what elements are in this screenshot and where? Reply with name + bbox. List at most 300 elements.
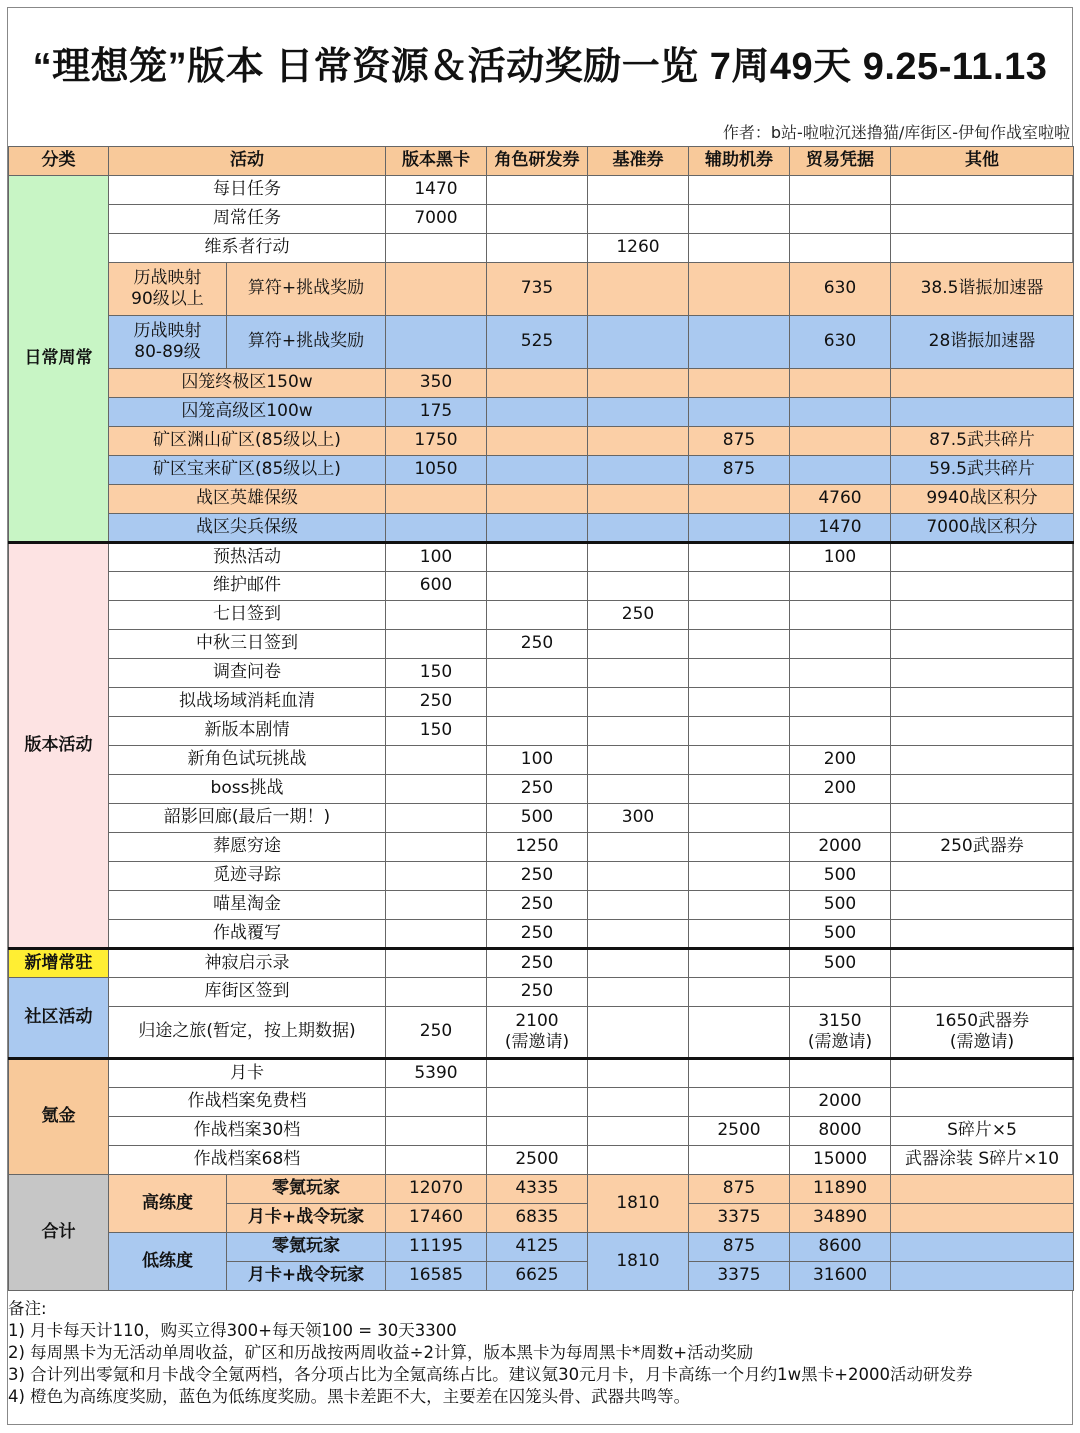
note-line: 1) 月卡每天计110，购买立得300+每天领100 = 30天3300 [8, 1321, 457, 1340]
cell [386, 1146, 487, 1175]
cell [790, 717, 891, 746]
level-low: 低练度 [109, 1233, 227, 1291]
cell [588, 891, 689, 920]
activity-name: 七日签到 [109, 601, 386, 630]
cell [689, 688, 790, 717]
cell: 250 [487, 920, 588, 949]
cell: 4760 [790, 485, 891, 514]
cell: 11195 [386, 1233, 487, 1262]
cell [487, 514, 588, 543]
table-row [9, 369, 1074, 398]
cell [891, 234, 1074, 263]
cell [588, 369, 689, 398]
cell: 100 [487, 746, 588, 775]
cell [790, 659, 891, 688]
activity-name: 维系者行动 [109, 234, 386, 263]
cell: 250 [487, 862, 588, 891]
cell [588, 263, 689, 316]
cell [588, 485, 689, 514]
activity-subname: 算符+挑战奖励 [227, 263, 386, 316]
cell: 87.5武共碎片 [891, 427, 1074, 456]
cell [386, 891, 487, 920]
cell: 34890 [790, 1204, 891, 1233]
cell [891, 804, 1074, 833]
table-row [9, 205, 1074, 234]
cell [588, 398, 689, 427]
cell: 250 [386, 688, 487, 717]
cell: 200 [790, 775, 891, 804]
table-row [9, 1007, 1074, 1059]
note-line: 4) 橙色为高练度奖励，蓝色为低练度奖励。黑卡差距不大，主要差在囚笼头骨、武器共鸣等。 [8, 1387, 691, 1406]
cell: 500 [487, 804, 588, 833]
col-char-ticket: 角色研发券 [487, 147, 588, 176]
cell: 2000 [790, 1088, 891, 1117]
cell [891, 920, 1074, 949]
cell [487, 572, 588, 601]
cell [689, 316, 790, 369]
cell: 15000 [790, 1146, 891, 1175]
cell [689, 234, 790, 263]
cell: 250 [487, 978, 588, 1007]
table-row [9, 263, 1074, 316]
cell: 6835 [487, 1204, 588, 1233]
cell: 5390 [386, 1059, 487, 1088]
col-black-card: 版本黑卡 [386, 147, 487, 176]
cell [588, 1059, 689, 1088]
note-line: 2) 每周黑卡为无活动单周收益，矿区和历战按两周收益÷2计算，版本黑卡为每周黑卡*周数+活动奖励 [8, 1343, 754, 1362]
activity-name: 葬愿穷途 [109, 833, 386, 862]
cell [891, 601, 1074, 630]
cell [588, 205, 689, 234]
cell [386, 804, 487, 833]
cell: 4335 [487, 1175, 588, 1204]
player-type: 月卡+战令玩家 [227, 1204, 386, 1233]
cell [689, 398, 790, 427]
cell: 600 [386, 572, 487, 601]
cell [588, 775, 689, 804]
author-credit: 作者：b站-啦啦沉迷撸猫/库街区-伊甸作战室啦啦 [722, 123, 1070, 142]
cell [487, 398, 588, 427]
activity-name: 作战档案30档 [109, 1117, 386, 1146]
cell [588, 1088, 689, 1117]
cell: 250武器券 [891, 833, 1074, 862]
table-row [9, 1117, 1074, 1146]
cell [891, 1175, 1074, 1204]
cell: 525 [487, 316, 588, 369]
cell: 2100 (需邀请) [487, 1007, 588, 1059]
cell [487, 485, 588, 514]
cell [689, 804, 790, 833]
cell [588, 514, 689, 543]
cell [689, 176, 790, 205]
cell [891, 891, 1074, 920]
cell: 12070 [386, 1175, 487, 1204]
cell [588, 688, 689, 717]
activity-name: 预热活动 [109, 543, 386, 572]
col-category: 分类 [9, 147, 109, 176]
table-row [9, 1175, 1074, 1204]
level-high: 高练度 [109, 1175, 227, 1233]
player-type: 零氪玩家 [227, 1175, 386, 1204]
cell [588, 456, 689, 485]
cell [891, 176, 1074, 205]
cell: 38.5谐振加速器 [891, 263, 1074, 316]
cell [487, 688, 588, 717]
cell [588, 630, 689, 659]
activity-name: 神寂启示录 [109, 949, 386, 978]
cell [386, 514, 487, 543]
cell [790, 234, 891, 263]
cell: 300 [588, 804, 689, 833]
cell [487, 1117, 588, 1146]
cell [487, 427, 588, 456]
cell [588, 1146, 689, 1175]
cell: S碎片×5 [891, 1117, 1074, 1146]
cell [790, 572, 891, 601]
cell [689, 205, 790, 234]
cell [689, 775, 790, 804]
activity-name: 喵星淘金 [109, 891, 386, 920]
activity-name: 拟战场域消耗血清 [109, 688, 386, 717]
cell [487, 234, 588, 263]
cell: 1260 [588, 234, 689, 263]
cell [588, 717, 689, 746]
table-row [9, 978, 1074, 1007]
table-row [9, 1059, 1074, 1088]
cell [790, 205, 891, 234]
activity-name: 战区尖兵保级 [109, 514, 386, 543]
cell [891, 1233, 1074, 1262]
cell: 3150 (需邀请) [790, 1007, 891, 1059]
cell: 100 [790, 543, 891, 572]
cell [891, 775, 1074, 804]
cell [386, 746, 487, 775]
cell: 2000 [790, 833, 891, 862]
cell [588, 572, 689, 601]
cell [386, 630, 487, 659]
cell: 500 [790, 891, 891, 920]
cell: 4125 [487, 1233, 588, 1262]
cell: 2500 [487, 1146, 588, 1175]
activity-name: 每日任务 [109, 176, 386, 205]
cell [588, 833, 689, 862]
cell: 2500 [689, 1117, 790, 1146]
table-row [9, 1088, 1074, 1117]
cell [891, 1262, 1074, 1291]
cell [689, 369, 790, 398]
cell: 7000战区积分 [891, 514, 1074, 543]
cell [891, 572, 1074, 601]
cell [386, 920, 487, 949]
cell [588, 862, 689, 891]
cell [891, 1204, 1074, 1233]
activity-name: 觅迹寻踪 [109, 862, 386, 891]
activity-name: 作战档案免费档 [109, 1088, 386, 1117]
cell [790, 427, 891, 456]
cell [487, 205, 588, 234]
cell [689, 572, 790, 601]
cell [487, 659, 588, 688]
resource-table [8, 146, 1074, 1291]
cell: 3375 [689, 1262, 790, 1291]
cell [891, 398, 1074, 427]
cell [386, 775, 487, 804]
table-row [9, 456, 1074, 485]
cell: 175 [386, 398, 487, 427]
cell [689, 746, 790, 775]
cell [689, 543, 790, 572]
table-row [9, 920, 1074, 949]
group-pay: 氪金 [9, 1059, 109, 1175]
cell [891, 369, 1074, 398]
cell [790, 456, 891, 485]
table-row [9, 601, 1074, 630]
activity-name: 历战映射 80-89级 [109, 316, 227, 369]
cell [386, 234, 487, 263]
cell: 1750 [386, 427, 487, 456]
player-type: 月卡+战令玩家 [227, 1262, 386, 1291]
activity-name: 囚笼终极区150w [109, 369, 386, 398]
activity-name: 归途之旅(暂定，按上期数据) [109, 1007, 386, 1059]
table-row [9, 427, 1074, 456]
cell: 500 [790, 920, 891, 949]
cell: 735 [487, 263, 588, 316]
table-row [9, 543, 1074, 572]
cell: 250 [487, 949, 588, 978]
cell [386, 833, 487, 862]
activity-name: 战区英雄保级 [109, 485, 386, 514]
cell [689, 1007, 790, 1059]
cell [790, 978, 891, 1007]
cell: 200 [790, 746, 891, 775]
table-row [9, 572, 1074, 601]
table-row [9, 833, 1074, 862]
cell: 250 [386, 1007, 487, 1059]
cell [689, 1146, 790, 1175]
cell: 630 [790, 316, 891, 369]
cell: 7000 [386, 205, 487, 234]
resource-sheet [7, 7, 1073, 1425]
cell [689, 1059, 790, 1088]
activity-name: 周常任务 [109, 205, 386, 234]
cell: 1470 [790, 514, 891, 543]
activity-name: 新角色试玩挑战 [109, 746, 386, 775]
cell [891, 717, 1074, 746]
table-row [9, 1146, 1074, 1175]
cell [891, 746, 1074, 775]
activity-name: 作战档案68档 [109, 1146, 386, 1175]
activity-name: 矿区渊山矿区(85级以上) [109, 427, 386, 456]
group-community: 社区活动 [9, 978, 109, 1059]
cell [891, 978, 1074, 1007]
cell: 8600 [790, 1233, 891, 1262]
cell: 9940战区积分 [891, 485, 1074, 514]
cell: 250 [487, 891, 588, 920]
cell: 6625 [487, 1262, 588, 1291]
cell: 100 [386, 543, 487, 572]
cell: 1810 [588, 1233, 689, 1291]
notes-heading: 备注: [8, 1299, 47, 1318]
cell [588, 978, 689, 1007]
cell [689, 949, 790, 978]
table-row [9, 949, 1074, 978]
table-row [9, 234, 1074, 263]
cell [386, 978, 487, 1007]
cell [487, 456, 588, 485]
cell [891, 688, 1074, 717]
activity-subname: 算符+挑战奖励 [227, 316, 386, 369]
cell [790, 601, 891, 630]
cell [588, 176, 689, 205]
cell [689, 862, 790, 891]
notes [8, 1298, 1072, 1408]
cell [386, 316, 487, 369]
table-row [9, 891, 1074, 920]
table-row [9, 804, 1074, 833]
table-row [9, 485, 1074, 514]
cell [790, 630, 891, 659]
cell [588, 543, 689, 572]
cell: 500 [790, 949, 891, 978]
activity-name: 矿区宝来矿区(85级以上) [109, 456, 386, 485]
cell: 150 [386, 659, 487, 688]
col-activity: 活动 [109, 147, 386, 176]
cell [891, 949, 1074, 978]
cell: 875 [689, 1175, 790, 1204]
cell [891, 1059, 1074, 1088]
cell: 59.5武共碎片 [891, 456, 1074, 485]
cell [790, 1059, 891, 1088]
cell [487, 601, 588, 630]
activity-name: boss挑战 [109, 775, 386, 804]
cell [689, 891, 790, 920]
cell [386, 263, 487, 316]
table-row [9, 862, 1074, 891]
cell [790, 398, 891, 427]
col-base-ticket: 基准券 [588, 147, 689, 176]
cell [487, 176, 588, 205]
cell: 1650武器券 (需邀请) [891, 1007, 1074, 1059]
cell [386, 485, 487, 514]
cell: 17460 [386, 1204, 487, 1233]
table-row [9, 775, 1074, 804]
page-title: “理想笼”版本 日常资源＆活动奖励一览 7周49天 9.25-11.13 [32, 45, 1048, 88]
note-line: 3) 合计列出零氪和月卡战令全氪两档，各分项占比为全氪高练占比。建议氪30元月卡，月卡高练一个月约1w黑卡+2000活动研发券 [8, 1365, 973, 1384]
cell: 1050 [386, 456, 487, 485]
activity-name: 囚笼高级区100w [109, 398, 386, 427]
cell [689, 978, 790, 1007]
cell [790, 804, 891, 833]
cell [689, 1088, 790, 1117]
cell [588, 949, 689, 978]
cell: 16585 [386, 1262, 487, 1291]
cell: 31600 [790, 1262, 891, 1291]
cell [588, 316, 689, 369]
cell [891, 659, 1074, 688]
cell: 875 [689, 1233, 790, 1262]
group-version: 版本活动 [9, 543, 109, 949]
cell [487, 1059, 588, 1088]
cell [689, 514, 790, 543]
table-row [9, 659, 1074, 688]
cell [891, 205, 1074, 234]
cell: 1470 [386, 176, 487, 205]
cell [588, 746, 689, 775]
cell [588, 920, 689, 949]
col-support-ticket: 辅助机券 [689, 147, 790, 176]
cell [689, 659, 790, 688]
cell [689, 601, 790, 630]
cell [790, 688, 891, 717]
cell: 28谐振加速器 [891, 316, 1074, 369]
activity-name: 历战映射 90级以上 [109, 263, 227, 316]
cell [386, 1117, 487, 1146]
cell: 11890 [790, 1175, 891, 1204]
cell: 875 [689, 427, 790, 456]
cell [487, 543, 588, 572]
table-row [9, 688, 1074, 717]
col-other: 其他 [891, 147, 1074, 176]
cell [891, 543, 1074, 572]
activity-name: 新版本剧情 [109, 717, 386, 746]
cell [689, 630, 790, 659]
header-row [9, 147, 1074, 176]
cell [588, 659, 689, 688]
activity-name: 作战覆写 [109, 920, 386, 949]
activity-name: 韶影回廊(最后一期！) [109, 804, 386, 833]
cell: 150 [386, 717, 487, 746]
table-row [9, 1233, 1074, 1262]
cell: 8000 [790, 1117, 891, 1146]
cell [487, 369, 588, 398]
cell: 250 [487, 775, 588, 804]
cell [689, 920, 790, 949]
player-type: 零氪玩家 [227, 1233, 386, 1262]
group-total: 合计 [9, 1175, 109, 1291]
cell [891, 630, 1074, 659]
cell [588, 427, 689, 456]
table-row [9, 398, 1074, 427]
activity-name: 调查问卷 [109, 659, 386, 688]
cell [689, 833, 790, 862]
cell [386, 601, 487, 630]
cell [386, 1088, 487, 1117]
cell [891, 1088, 1074, 1117]
table-row [9, 630, 1074, 659]
cell [891, 862, 1074, 891]
cell: 500 [790, 862, 891, 891]
table-row [9, 316, 1074, 369]
cell: 250 [487, 630, 588, 659]
cell: 武器涂装 S碎片×10 [891, 1146, 1074, 1175]
cell: 3375 [689, 1204, 790, 1233]
cell [689, 263, 790, 316]
cell [588, 1007, 689, 1059]
cell [386, 949, 487, 978]
activity-name: 中秋三日签到 [109, 630, 386, 659]
cell [588, 1117, 689, 1146]
col-trade-voucher: 贸易凭据 [790, 147, 891, 176]
cell: 250 [588, 601, 689, 630]
table-row [9, 717, 1074, 746]
cell: 1250 [487, 833, 588, 862]
cell [689, 485, 790, 514]
cell: 350 [386, 369, 487, 398]
cell [487, 717, 588, 746]
cell [689, 717, 790, 746]
cell: 1810 [588, 1175, 689, 1233]
group-daily: 日常周常 [9, 176, 109, 543]
